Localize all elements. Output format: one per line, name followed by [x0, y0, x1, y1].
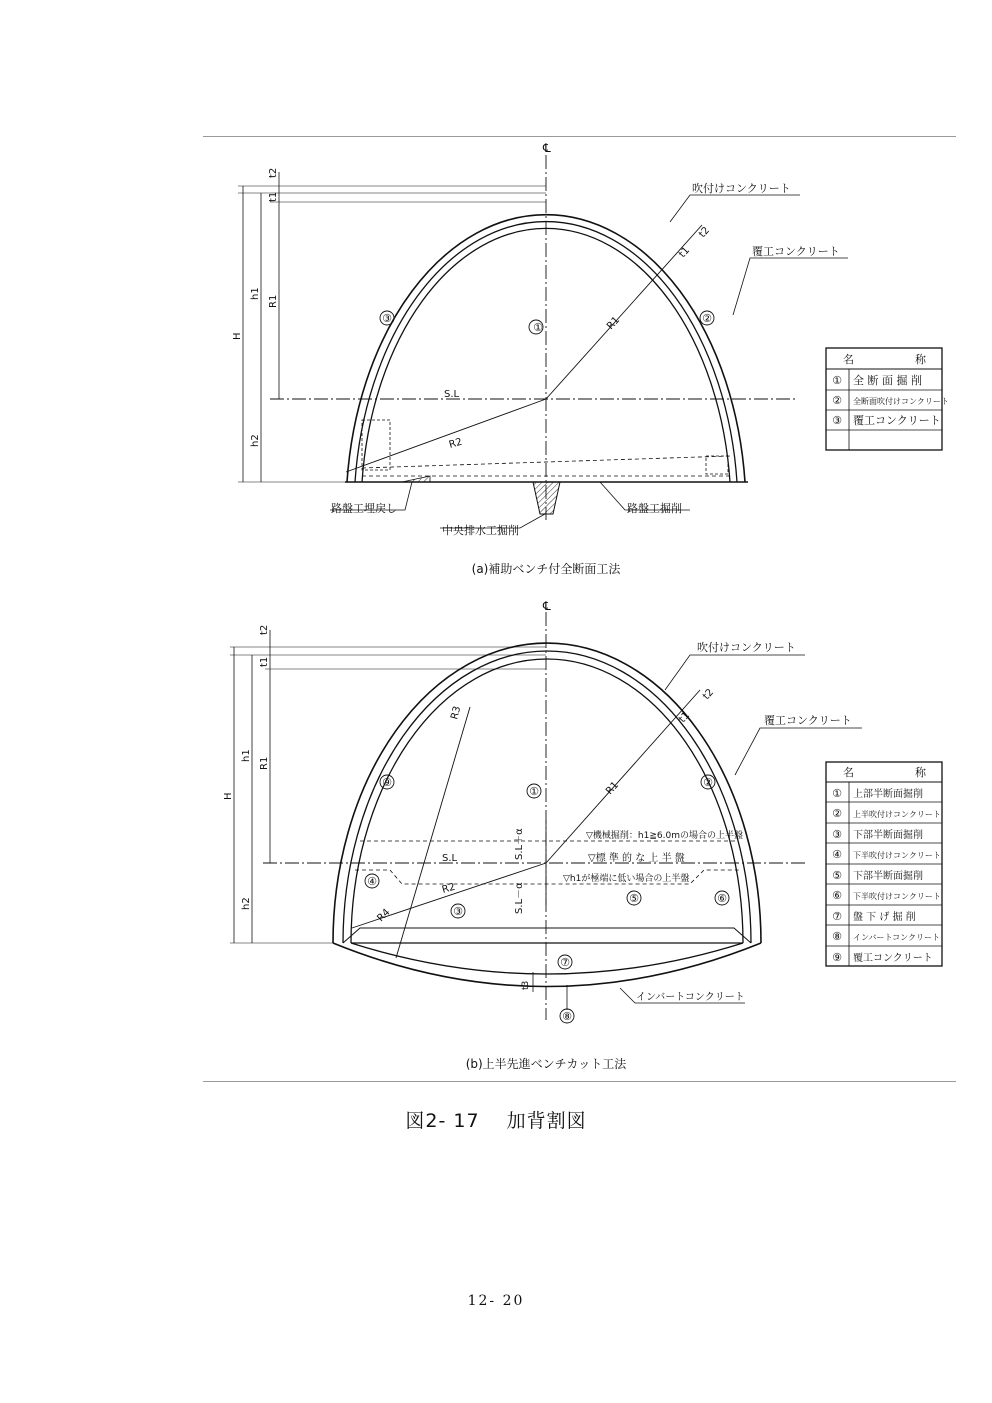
- legend-a-row-3-num: ③: [832, 414, 842, 427]
- legend-b-row-5-num: ⑤: [832, 869, 842, 882]
- dim-h2-a: h2: [250, 434, 261, 447]
- legend-b-row-1-num: ①: [832, 787, 842, 800]
- t1-diag-b: t1: [677, 709, 693, 726]
- legend-b-row-9-num: ⑨: [832, 951, 842, 964]
- marker-b-5: ⑤: [629, 892, 639, 905]
- dim-r1-vert-a: R1: [268, 294, 279, 308]
- legend-b-row-3-text: 下部半断面掘削: [853, 830, 923, 841]
- legend-b-row-4-num: ④: [832, 848, 842, 861]
- dim-h2-b: h2: [241, 897, 252, 910]
- label-roadbed-excavation: 路盤工掘削: [627, 502, 682, 515]
- dim-t3-b: t3: [521, 980, 531, 990]
- legend-b: [826, 762, 942, 966]
- marker-a-3: ③: [382, 312, 392, 325]
- legend-b-row-6-num: ⑥: [832, 889, 842, 902]
- arch-lining-b: [343, 651, 751, 943]
- legend-a-row-1-text: 全 断 面 掘 削: [853, 374, 922, 387]
- legend-b-row-7-text: 盤 下 げ 掘 削: [853, 912, 916, 923]
- legend-b-row-8-num: ⑧: [832, 930, 842, 943]
- label-std-bench: ▽標 準 的 な 上 半 盤: [588, 853, 685, 864]
- figure-title: 図2- 17 加背割図: [405, 1110, 587, 1132]
- label-shotcrete-b: 吹付けコンクリート: [697, 641, 796, 654]
- legend-a-row-2-num: ②: [832, 394, 842, 407]
- page-number: 12- 20: [467, 1293, 525, 1309]
- dim-h1-b: h1: [241, 749, 252, 762]
- legend-b-row-2-num: ②: [832, 807, 842, 820]
- label-mech-bench: ▽機械掘削：h1≧6.0mの場合の上半盤: [586, 831, 743, 841]
- legend-a-header-name: 名: [843, 353, 854, 366]
- section-b: [230, 612, 862, 1023]
- dim-t1-a: t1: [268, 191, 279, 202]
- r2-label-a: R2: [447, 436, 464, 451]
- t1-diag-a: t1: [677, 244, 693, 261]
- marker-b-7: ⑦: [560, 956, 570, 969]
- legend-b-row-2-text: 上半吹付けコンクリート: [853, 810, 941, 819]
- legend-a-row-1-num: ①: [832, 374, 842, 387]
- r3-label-b: R3: [449, 705, 464, 721]
- label-central-drain: 中央排水工掘削: [442, 524, 519, 537]
- legend-a-row-3-text: 覆工コンクリート: [853, 414, 941, 427]
- sl-plus-b: S.L＋α: [514, 828, 525, 860]
- marker-a-1: ①: [533, 321, 543, 334]
- marker-b-9: ⑨: [382, 776, 392, 789]
- section-b-text: [223, 599, 852, 1023]
- r2-label-b: R2: [440, 881, 457, 896]
- section-a-text: [232, 141, 840, 537]
- dim-H-a: H: [232, 332, 243, 340]
- legend-b-row-1-text: 上部半断面掘削: [853, 789, 923, 800]
- legend-a-header-title: 称: [915, 353, 926, 366]
- section-a: [238, 155, 848, 528]
- centerline-symbol-a: ℄: [543, 141, 551, 155]
- centerline-symbol-b: ℄: [543, 599, 551, 613]
- arch-inner-b: [351, 659, 743, 943]
- t2-diag-a: t2: [697, 224, 713, 241]
- r1-label-b: R1: [604, 779, 622, 798]
- arch-outer-b: [333, 643, 761, 943]
- marker-b-6: ⑥: [717, 892, 727, 905]
- dim-t2-a: t2: [268, 167, 279, 178]
- springline-label-a: S.L: [444, 389, 460, 400]
- label-shotcrete-a: 吹付けコンクリート: [692, 182, 791, 195]
- dim-H-b: H: [223, 792, 234, 800]
- marker-b-8: ⑧: [562, 1010, 572, 1023]
- marker-b-1: ①: [529, 785, 539, 798]
- dim-t2-b: t2: [259, 624, 270, 635]
- legend-b-row-6-text: 下半吹付けコンクリート: [853, 892, 941, 901]
- legend-b-header-title: 称: [915, 766, 926, 779]
- legend-a: [826, 348, 949, 450]
- dim-h1-a: h1: [250, 287, 261, 300]
- marker-b-2: ②: [703, 776, 713, 789]
- springline-label-b: S.L: [442, 853, 458, 864]
- legend-a-row-2-text: 全断面吹付けコンクリート: [853, 397, 949, 406]
- legend-b-row-9-text: 覆工コンクリート: [853, 953, 933, 964]
- caption-a: (a)補助ベンチ付全断面工法: [471, 562, 621, 576]
- label-roadbed-backfill: 路盤工埋戻し: [331, 502, 397, 515]
- marker-a-2: ②: [702, 312, 712, 325]
- r4-label-b: R4: [375, 906, 393, 925]
- r1-label-a: R1: [605, 314, 623, 333]
- roadbed-backfill-hatch-a: [402, 476, 430, 482]
- t2-diag-b: t2: [701, 686, 717, 703]
- marker-b-3: ③: [453, 905, 463, 918]
- legend-b-row-8-text: インバートコンクリート: [853, 933, 940, 942]
- dim-t1-b: t1: [259, 656, 270, 667]
- invert-outer-b: [333, 943, 761, 987]
- marker-b-4: ④: [367, 875, 377, 888]
- central-drain-a: [533, 482, 560, 514]
- label-low-bench: ▽h1が極端に低い場合の上半盤: [563, 874, 690, 884]
- legend-b-row-4-text: 下半吹付けコンクリート: [853, 851, 941, 860]
- sl-minus-b: S.L－α: [514, 882, 525, 914]
- legend-b-row-3-num: ③: [832, 828, 842, 841]
- label-invert-b: インバートコンクリート: [636, 992, 745, 1003]
- label-lining-a: 覆工コンクリート: [752, 245, 840, 258]
- label-lining-b: 覆工コンクリート: [764, 714, 852, 727]
- legend-b-row-5-text: 下部半断面掘削: [853, 871, 923, 882]
- caption-b: (b)上半先進ベンチカット工法: [465, 1057, 627, 1071]
- dim-r1-vert-b: R1: [259, 756, 270, 770]
- legend-b-row-7-num: ⑦: [832, 910, 842, 923]
- legend-b-header-name: 名: [843, 766, 854, 779]
